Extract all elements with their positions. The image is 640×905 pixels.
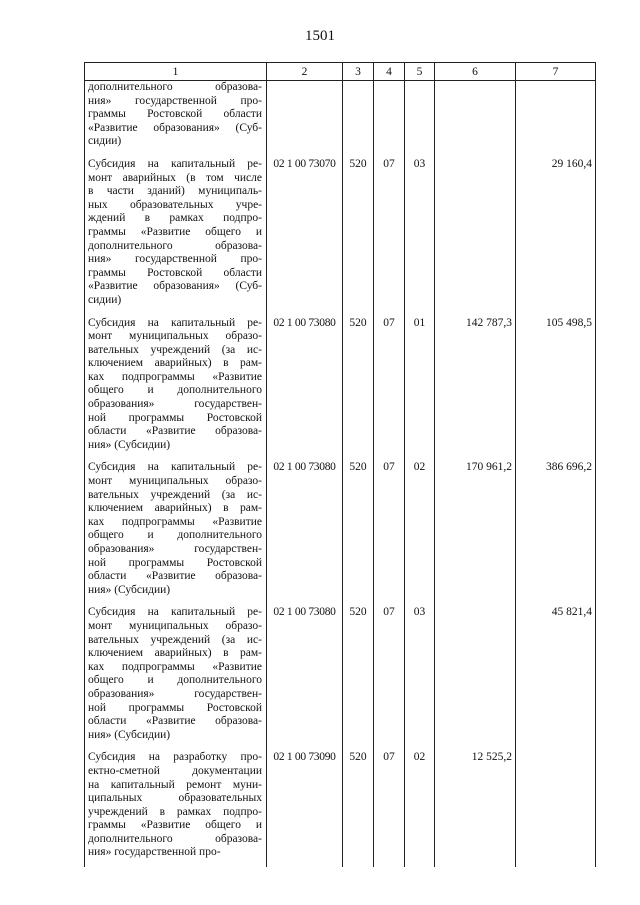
item-name-line: ния» (Субсидии) <box>88 583 171 596</box>
table-row <box>85 156 596 315</box>
subsection-cell: 02 <box>405 749 435 867</box>
amount-year2-cell <box>516 749 596 867</box>
budget-code-cell: 02 1 00 73080 <box>267 315 343 460</box>
subsection-cell: 01 <box>405 315 435 460</box>
page-number: 1501 <box>305 28 335 44</box>
item-name-line: ках подпрограммы «Развитие <box>88 370 262 383</box>
header-col-3: 3 <box>343 63 374 81</box>
item-name-line: дополнительного образова- <box>88 832 262 845</box>
item-name-line: на капитальный ремонт муни- <box>88 778 262 791</box>
item-name-line: дополнительного образова- <box>88 81 262 93</box>
item-name-line: ключением аварийных) в рам- <box>88 647 262 660</box>
item-name-cell <box>85 81 267 156</box>
item-name-line: в части зданий) муниципаль- <box>88 185 262 198</box>
expense-type-cell: 520 <box>343 604 374 749</box>
amount-year1-cell <box>435 156 516 315</box>
section-cell: 07 <box>374 604 405 749</box>
item-name-line: ния» (Субсидии) <box>88 438 171 451</box>
amount-year1-cell: 170 961,2 <box>435 459 516 604</box>
item-name-line: ния» государственной про- <box>88 846 221 859</box>
item-name-line: монт муниципальных образо- <box>88 619 262 632</box>
item-name-line: ципальных образовательных <box>88 792 262 805</box>
item-name-line: ной программы Ростовской <box>88 411 262 424</box>
header-col-1: 1 <box>85 63 267 81</box>
expense-type-cell: 520 <box>343 156 374 315</box>
expense-type-cell: 520 <box>343 749 374 867</box>
table-row <box>85 81 596 156</box>
table-body <box>85 81 596 868</box>
amount-year2-cell <box>516 81 596 156</box>
header-col-5: 5 <box>405 63 435 81</box>
item-name-line: ния» государственной про- <box>88 253 262 266</box>
item-name-line: ектно-сметной документации <box>88 764 262 777</box>
header-col-2: 2 <box>267 63 343 81</box>
section-cell <box>374 81 405 156</box>
item-name-line: ния» государственной про- <box>88 94 262 107</box>
item-name-line: «Развитие образования» (Суб- <box>88 121 262 134</box>
item-name-line: ждений в рамках подпро- <box>88 212 262 225</box>
amount-year2-cell: 45 821,4 <box>516 604 596 749</box>
item-name-line: вательных учреждений (за ис- <box>88 488 262 501</box>
item-name-line: ния» (Субсидии) <box>88 728 171 741</box>
subsection-cell <box>405 81 435 156</box>
item-name-line: Субсидия на капитальный ре- <box>88 606 262 619</box>
item-name-line: монт муниципальных образо- <box>88 330 262 343</box>
table-row <box>85 604 596 749</box>
expense-type-cell: 520 <box>343 459 374 604</box>
budget-code-cell: 02 1 00 73080 <box>267 604 343 749</box>
budget-table <box>84 62 596 867</box>
item-name-line: дополнительного образова- <box>88 239 262 252</box>
item-name-line: Субсидия на капитальный ре- <box>88 316 262 329</box>
section-cell: 07 <box>374 459 405 604</box>
item-name-line: «Развитие образования» (Суб- <box>88 280 262 293</box>
item-name-line: ках подпрограммы «Развитие <box>88 660 262 673</box>
item-name-cell <box>85 749 267 867</box>
subsection-cell: 02 <box>405 459 435 604</box>
item-name-line: ках подпрограммы «Развитие <box>88 515 262 528</box>
item-name-line: Субсидия на капитальный ре- <box>88 157 262 170</box>
item-name-line: вательных учреждений (за ис- <box>88 343 262 356</box>
amount-year2-cell: 386 696,2 <box>516 459 596 604</box>
item-name-line: монт аварийных (в том числе <box>88 171 262 184</box>
item-name-line: вательных учреждений (за ис- <box>88 633 262 646</box>
item-name-line: учреждений в рамках подпро- <box>88 805 262 818</box>
expense-type-cell: 520 <box>343 315 374 460</box>
item-name-line: образования» государствен- <box>88 543 262 555</box>
item-name-cell <box>85 459 267 604</box>
item-name-line: Субсидия на разработку про- <box>88 751 262 764</box>
amount-year1-cell: 12 525,2 <box>435 749 516 867</box>
item-name-line: ключением аварийных) в рам- <box>88 502 262 515</box>
item-name-line: области «Развитие образова- <box>88 715 262 728</box>
table-row <box>85 315 596 460</box>
item-name-line: граммы «Развитие общего и <box>88 225 262 238</box>
header-col-7: 7 <box>516 63 596 81</box>
budget-code-cell <box>267 81 343 156</box>
item-name-line: ной программы Ростовской <box>88 701 262 714</box>
subsection-cell: 03 <box>405 156 435 315</box>
item-name-line: граммы «Развитие общего и <box>88 819 262 832</box>
item-name-line: образования» государствен- <box>88 398 262 411</box>
table-row <box>85 749 596 867</box>
item-name-cell <box>85 604 267 749</box>
item-name-line: ных образовательных учре- <box>88 198 262 211</box>
item-name-line: Субсидия на капитальный ре- <box>88 461 262 474</box>
table-header <box>85 63 596 81</box>
item-name-line: граммы Ростовской области <box>88 108 262 121</box>
header-col-4: 4 <box>374 63 405 81</box>
item-name-line: общего и дополнительного <box>88 384 262 397</box>
subsection-cell: 03 <box>405 604 435 749</box>
amount-year1-cell: 142 787,3 <box>435 315 516 460</box>
section-cell: 07 <box>374 749 405 867</box>
item-name-cell <box>85 156 267 315</box>
item-name-line: монт муниципальных образо- <box>88 475 262 488</box>
item-name-line: ключением аварийных) в рам- <box>88 357 262 370</box>
section-cell: 07 <box>374 315 405 460</box>
amount-year2-cell: 29 160,4 <box>516 156 596 315</box>
amount-year1-cell <box>435 604 516 749</box>
table-row <box>85 459 596 604</box>
item-name-line: общего и дополнительного <box>88 529 262 542</box>
item-name-cell <box>85 315 267 460</box>
budget-code-cell: 02 1 00 73070 <box>267 156 343 315</box>
item-name-line: области «Развитие образова- <box>88 570 262 583</box>
budget-code-cell: 02 1 00 73090 <box>267 749 343 867</box>
budget-code-cell: 02 1 00 73080 <box>267 459 343 604</box>
header-col-6: 6 <box>435 63 516 81</box>
item-name-line: сидии) <box>88 135 122 148</box>
item-name-line: сидии) <box>88 293 122 306</box>
item-name-line: граммы Ростовской области <box>88 266 262 279</box>
item-name-line: ной программы Ростовской <box>88 556 262 569</box>
amount-year2-cell: 105 498,5 <box>516 315 596 460</box>
item-name-line: общего и дополнительного <box>88 674 262 687</box>
header-row <box>85 63 596 81</box>
amount-year1-cell <box>435 81 516 156</box>
item-name-line: области «Развитие образова- <box>88 425 262 438</box>
expense-type-cell <box>343 81 374 156</box>
section-cell: 07 <box>374 156 405 315</box>
item-name-line: образования» государствен- <box>88 687 262 700</box>
